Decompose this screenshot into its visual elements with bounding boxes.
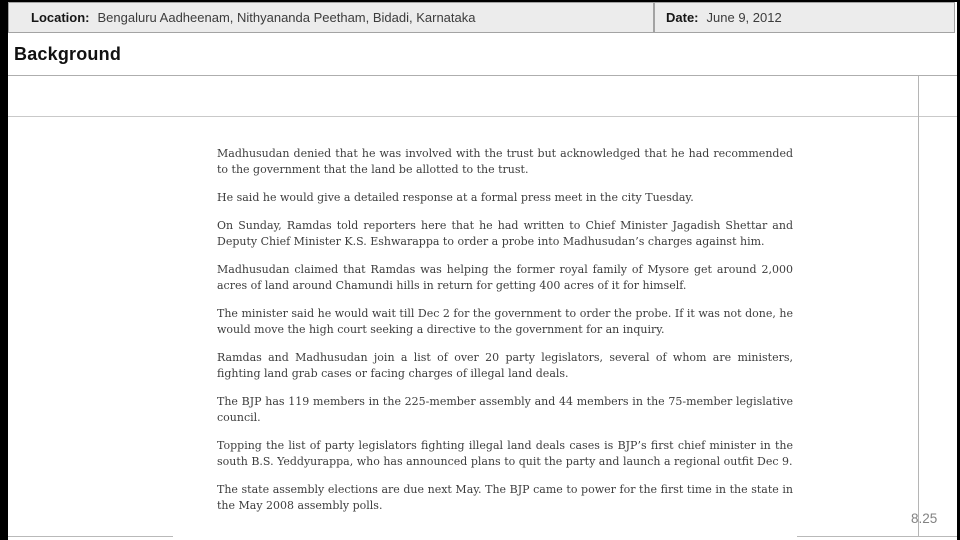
paragraph: The BJP has 119 members in the 225-member assembly and 44 members in the 75-member legislative council. [217,395,793,424]
spacer-row [8,76,957,117]
paragraph: The minister said he would wait till Dec 2 for the government to order the probe. If it was not done, he would move the high court seeking a directive to the government for an inquiry. [217,307,793,336]
location-cell [8,2,654,33]
vertical-rule [918,76,919,537]
paragraph: He said he would give a detailed response at a formal press meet in the city Tuesday. [217,191,694,204]
section-title: Background [14,43,122,64]
content-area [8,117,957,540]
date-label: Date: [666,10,699,25]
location-value: Bengaluru Aadheenam, Nithyananda Peetham, Bidadi, Karnataka [97,10,476,25]
article-text [217,146,793,526]
section-title-row [8,33,957,76]
date-cell [654,2,955,33]
date-value: June 9, 2012 [706,10,782,25]
slide [8,2,957,540]
bottom-rule-right [797,536,957,537]
location-label: Location: [31,10,90,25]
paragraph: Topping the list of party legislators fighting illegal land deals cases is BJP’s first chief minister in the south B.S. Yeddyurappa, who has announced plans to quit the party and launch a regional outfit Dec 9. [217,439,793,468]
paragraph: The state assembly elections are due next May. The BJP came to power for the first time in the state in the May 2008 assembly polls. [217,483,793,512]
page-number: 8.25 [911,511,938,526]
paragraph: On Sunday, Ramdas told reporters here that he had written to Chief Minister Jagadish Shettar and Deputy Chief Minister K.S. Eshwarappa to order a probe into Madhusudan’s charges against him. [217,219,793,248]
paragraph: Ramdas and Madhusudan join a list of over 20 party legislators, several of whom are ministers, fighting land grab cases or facing charges of illegal land deals. [217,351,793,380]
paragraph: Madhusudan denied that he was involved with the trust but acknowledged that he had recommended to the government that the land be allotted to the trust. [217,147,793,176]
meta-bar [8,2,957,33]
paragraph: Madhusudan claimed that Ramdas was helping the former royal family of Mysore get around 2,000 acres of land around Chamundi hills in return for getting 400 acres of it for himself. [217,263,793,292]
bottom-rule-left [8,536,173,537]
